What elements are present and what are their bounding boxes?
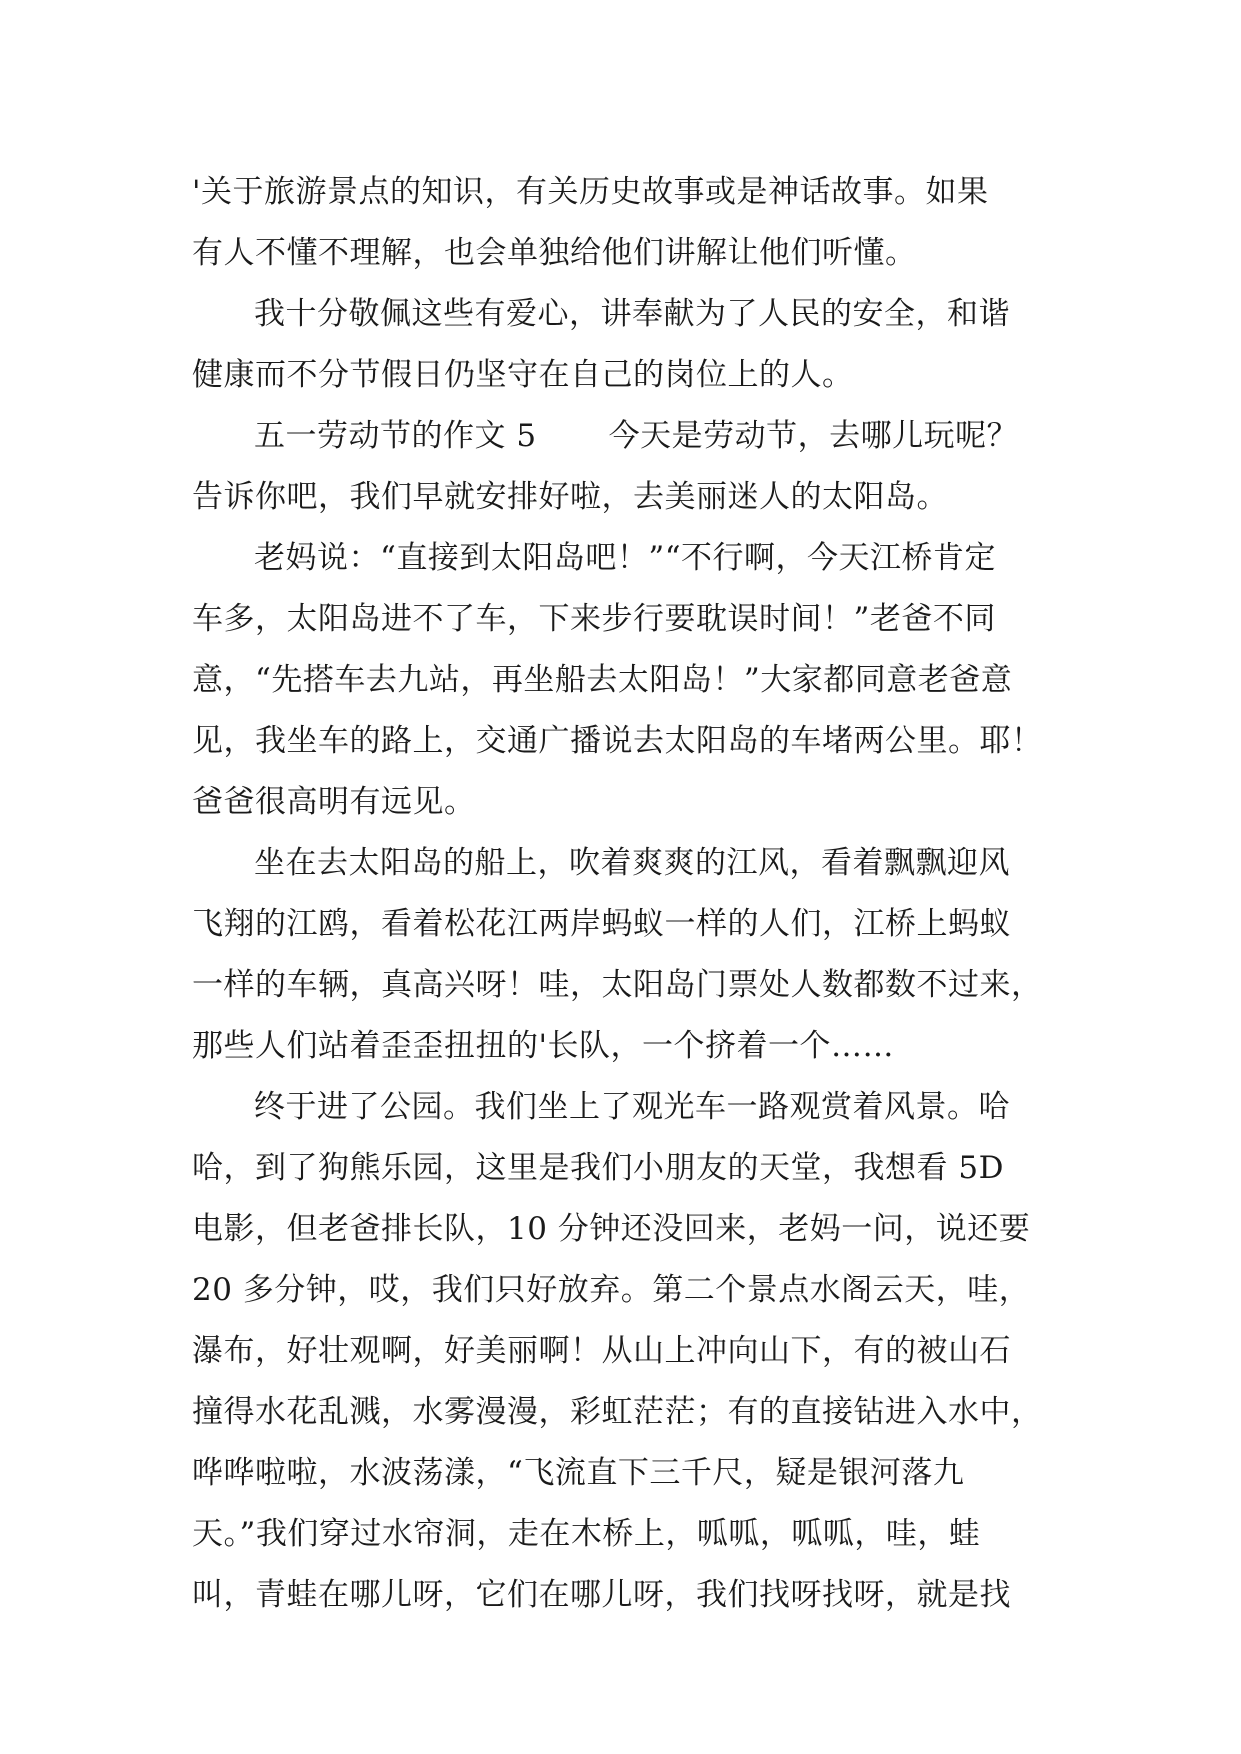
text-line: 今天是劳动节，去哪儿玩呢？ (608, 418, 1019, 454)
document-page (192, 162, 1048, 1626)
paragraph-4 (192, 528, 1048, 833)
text-line: 叫，青蛙在哪儿呀，它们在哪儿呀，我们找呀找呀，就是找 (192, 1577, 1011, 1613)
paragraph-6 (192, 1077, 1048, 1626)
text-line: 老妈说：“直接到太阳岛吧！”“不行啊，今天江桥肯定 (254, 540, 997, 576)
section-heading: 五一劳动节的作文 5 (254, 418, 537, 454)
text-line: 一样的车辆，真高兴呀！哇，太阳岛门票处人数都数不过来， (192, 967, 1043, 1003)
text-line: 爸爸很高明有远见。 (192, 784, 476, 820)
text-line: '关于旅游景点的知识，有关历史故事或是神话故事。如果 (192, 174, 989, 210)
text-line: 终于进了公园。我们坐上了观光车一路观赏着风景。哈 (254, 1089, 1010, 1125)
text-line: 意，“先搭车去九站，再坐船去太阳岛！”大家都同意老爸意 (192, 662, 1013, 698)
text-line: 飞翔的江鸥，看着松花江两岸蚂蚁一样的人们，江桥上蚂蚁 (192, 906, 1011, 942)
text-line: 有人不懂不理解，也会单独给他们讲解让他们听懂。 (192, 235, 917, 271)
text-line: 天。”我们穿过水帘洞，走在木桥上，呱呱，呱呱，哇，蛙 (192, 1516, 981, 1552)
paragraph-3 (192, 406, 1048, 528)
text-line: 20 多分钟，哎，我们只好放弃。第二个景点水阁云天，哇， (192, 1272, 1031, 1308)
paragraph-5 (192, 833, 1048, 1077)
paragraph-2 (192, 284, 1048, 406)
text-line: 车多，太阳岛进不了车，下来步行要耽误时间！”老爸不同 (192, 601, 996, 637)
text-line: 撞得水花乱溅，水雾漫漫，彩虹茫茫；有的直接钻进入水中， (192, 1394, 1043, 1430)
text-line: 坐在去太阳岛的船上，吹着爽爽的江风，看着飘飘迎风 (254, 845, 1010, 881)
text-line: 那些人们站着歪歪扭扭的'长队，一个挤着一个…… (192, 1028, 895, 1064)
paragraph-1 (192, 162, 1048, 284)
text-line: 我十分敬佩这些有爱心，讲奉献为了人民的安全，和谐 (254, 296, 1010, 332)
text-line: 哈，到了狗熊乐园，这里是我们小朋友的天堂，我想看 5D (192, 1150, 1004, 1186)
text-line: 电影，但老爸排长队，10 分钟还没回来，老妈一问，说还要 (192, 1211, 1031, 1247)
text-line: 瀑布，好壮观啊，好美丽啊！从山上冲向山下，有的被山石 (192, 1333, 1011, 1369)
text-line: 健康而不分节假日仍坚守在自己的岗位上的人。 (192, 357, 854, 393)
text-line: 告诉你吧，我们早就安排好啦，去美丽迷人的太阳岛。 (192, 479, 948, 515)
text-line: 见，我坐车的路上，交通广播说去太阳岛的车堵两公里。耶！ (192, 723, 1043, 759)
heading-line (192, 406, 1048, 467)
text-line: 哗哗啦啦，水波荡漾，“飞流直下三千尺，疑是银河落九 (192, 1455, 965, 1491)
